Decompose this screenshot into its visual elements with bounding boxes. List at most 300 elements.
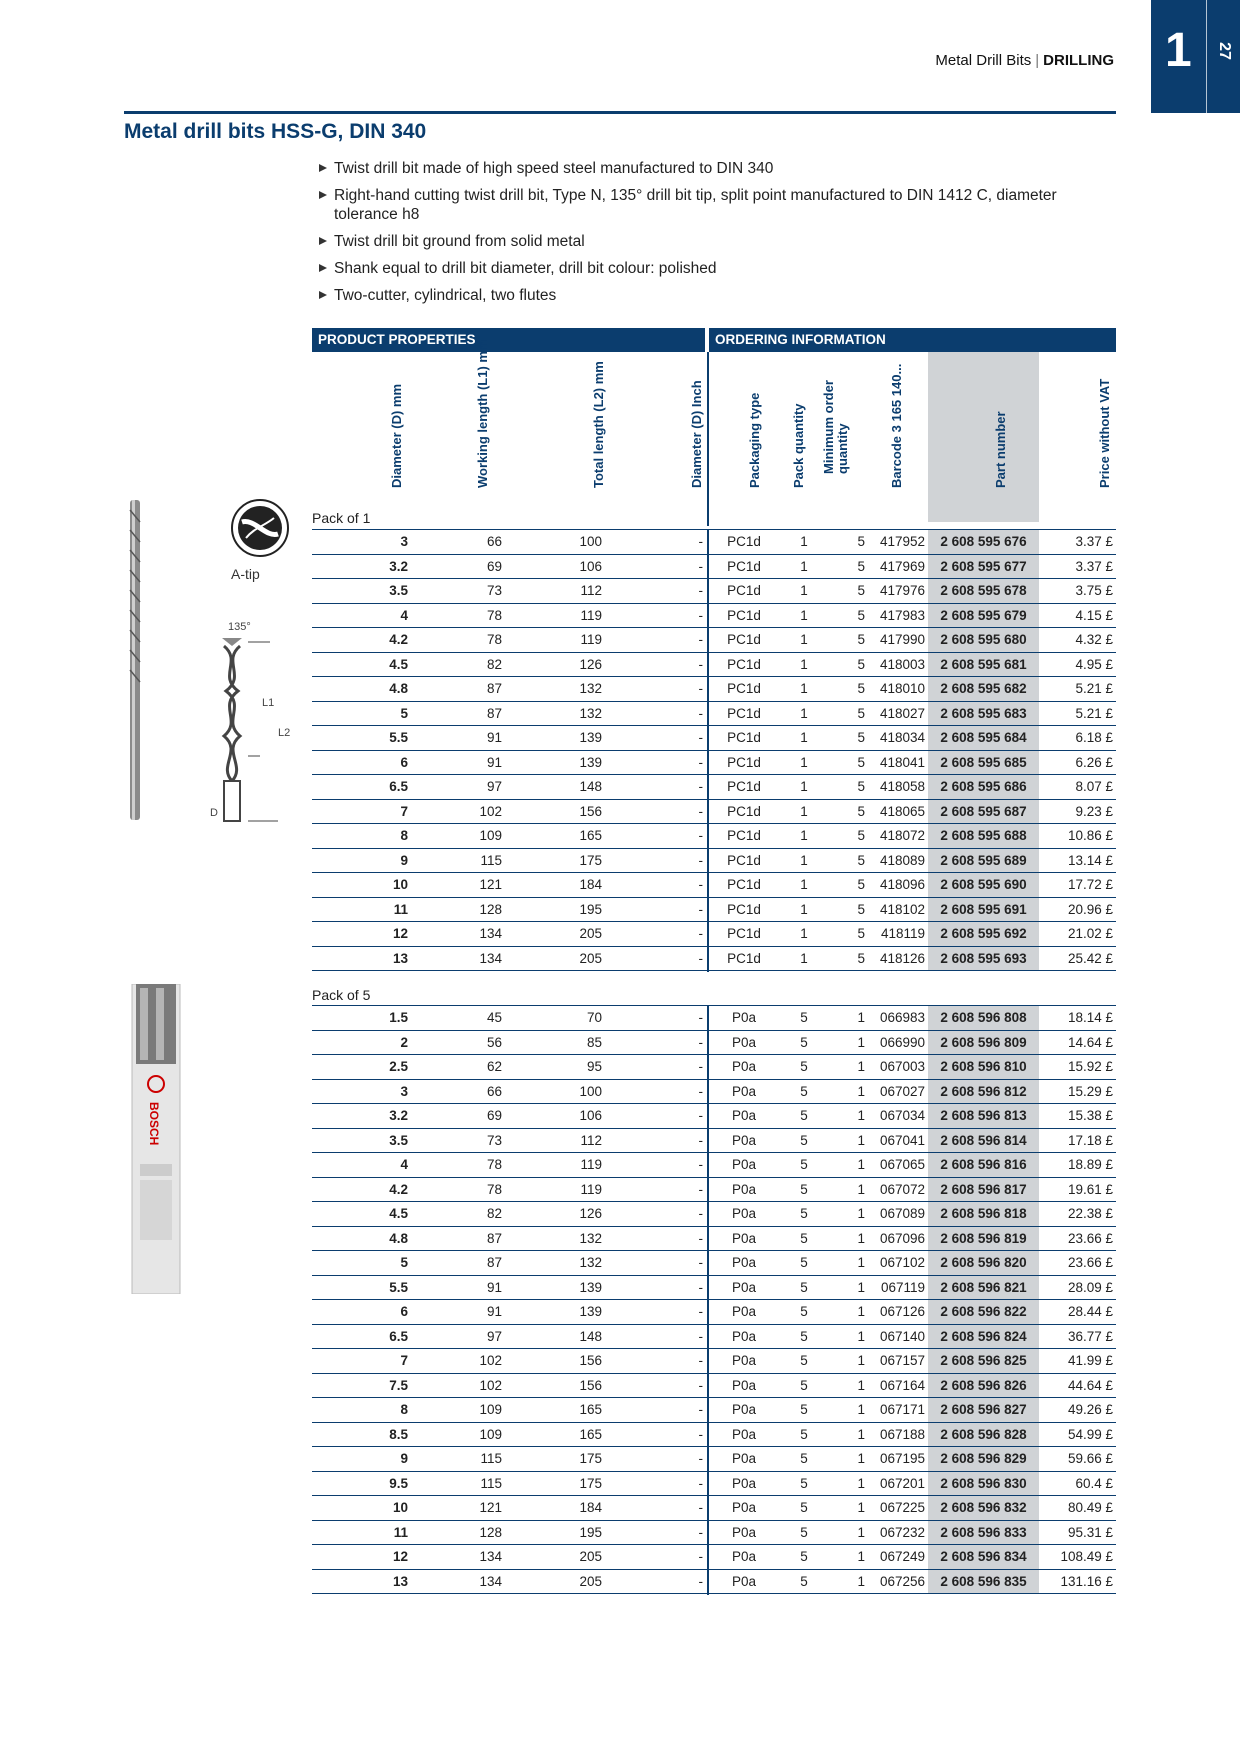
cell-packaging-type: P0a — [731, 1328, 757, 1344]
cell-diameter-inch: - — [698, 1059, 703, 1074]
cell-barcode: 418072 — [879, 828, 925, 843]
cell-diameter: 2 — [400, 1034, 408, 1050]
cell-diameter-inch: - — [698, 1304, 703, 1319]
cell-diameter-inch: - — [698, 1132, 703, 1148]
table-row — [312, 898, 1116, 923]
cell-packaging-type: PC1d — [727, 681, 761, 696]
cell-min-order: 5 — [857, 950, 865, 966]
table-body-pack-of-5 — [312, 1005, 1116, 1594]
cell-min-order: 1 — [857, 1451, 865, 1466]
cell-working-length: 134 — [479, 1573, 502, 1589]
cell-packaging-type: P0a — [731, 1279, 757, 1295]
cell-packaging-type: PC1d — [727, 583, 761, 598]
cell-pack-quantity: 1 — [800, 779, 808, 794]
cell-diameter: 3 — [400, 534, 408, 549]
cell-barcode: 067164 — [879, 1377, 925, 1393]
cell-min-order: 1 — [857, 1059, 865, 1074]
table-row — [312, 1178, 1116, 1203]
cell-barcode: 066990 — [879, 1034, 925, 1050]
col-packaging-type: Packaging type — [747, 392, 762, 488]
cell-pack-quantity: 5 — [800, 1328, 808, 1344]
table-row — [312, 1472, 1116, 1497]
cell-packaging-type: PC1d — [727, 607, 761, 623]
cell-barcode: 418041 — [879, 754, 925, 770]
cell-min-order: 5 — [857, 754, 865, 770]
cell-working-length: 121 — [479, 1500, 502, 1515]
diagram-d-label: D — [210, 807, 218, 819]
table-row — [312, 873, 1116, 898]
cell-packaging-type: PC1d — [727, 534, 761, 549]
cell-total-length: 175 — [579, 1451, 602, 1466]
cell-diameter-inch: - — [698, 681, 703, 696]
table-body-pack-of-1 — [312, 529, 1116, 971]
cell-packaging-type: PC1d — [727, 558, 761, 574]
table-row — [312, 1398, 1116, 1423]
cell-barcode: 067256 — [879, 1573, 925, 1589]
col-part-number: Part number — [993, 411, 1008, 488]
cell-part-number: 2 608 596 826 — [928, 1374, 1039, 1398]
cell-barcode: 067126 — [879, 1304, 925, 1319]
table-row — [312, 1521, 1116, 1546]
cell-total-length: 175 — [579, 1475, 602, 1491]
cell-price: 28.09 £ — [1067, 1279, 1113, 1295]
cell-working-length: 73 — [486, 1132, 502, 1148]
cell-min-order: 1 — [857, 1083, 865, 1099]
cell-pack-quantity: 1 — [800, 632, 808, 647]
cell-total-length: 119 — [580, 607, 602, 623]
table-row — [312, 1496, 1116, 1521]
cell-part-number: 2 608 596 812 — [928, 1080, 1039, 1104]
cell-part-number: 2 608 595 689 — [928, 849, 1039, 873]
cell-packaging-type: P0a — [731, 1059, 757, 1074]
cell-working-length: 109 — [479, 828, 502, 843]
cell-total-length: 112 — [580, 1132, 602, 1148]
cell-price: 10.86 £ — [1067, 828, 1113, 843]
cell-price: 25.42 £ — [1067, 950, 1113, 966]
cell-total-length: 184 — [579, 1500, 602, 1515]
cell-packaging-type: PC1d — [727, 632, 761, 647]
cell-total-length: 195 — [579, 901, 602, 917]
table-row — [312, 1055, 1116, 1080]
cell-packaging-type: P0a — [731, 1304, 757, 1319]
cell-working-length: 87 — [486, 681, 502, 696]
cell-total-length: 205 — [579, 1549, 602, 1564]
diagram-l1-label: L1 — [262, 697, 275, 709]
cell-working-length: 69 — [486, 1108, 502, 1123]
cell-packaging-type: P0a — [731, 1353, 757, 1368]
cell-min-order: 1 — [857, 1524, 865, 1540]
cell-diameter-inch: - — [698, 950, 703, 966]
cell-barcode: 067195 — [879, 1451, 925, 1466]
feature-item: Two-cutter, cylindrical, two flutes — [318, 286, 1098, 305]
table-row — [312, 653, 1116, 678]
col-working-length: Working length (L1) mm — [475, 339, 490, 488]
table-row — [312, 726, 1116, 751]
cell-diameter-inch: - — [698, 754, 703, 770]
table-row — [312, 1349, 1116, 1374]
header-title — [935, 52, 1114, 69]
cell-total-length: 132 — [579, 1255, 602, 1270]
cell-diameter: 7.5 — [389, 1377, 408, 1393]
cell-min-order: 1 — [857, 1206, 865, 1221]
table-row — [312, 922, 1116, 947]
cell-packaging-type: P0a — [731, 1255, 757, 1270]
group-label-pack-of-5: Pack of 5 — [312, 987, 371, 1003]
cell-barcode: 067249 — [879, 1549, 925, 1564]
table-row — [312, 604, 1116, 629]
cell-price: 17.18 £ — [1067, 1132, 1113, 1148]
cell-min-order: 1 — [857, 1034, 865, 1050]
cell-pack-quantity: 5 — [800, 1500, 808, 1515]
cell-price: 19.61 £ — [1067, 1181, 1113, 1197]
cell-diameter-inch: - — [698, 1083, 703, 1099]
cell-working-length: 91 — [486, 730, 502, 745]
cell-barcode: 067171 — [879, 1402, 925, 1417]
cell-barcode: 417969 — [879, 558, 925, 574]
cell-part-number: 2 608 596 820 — [928, 1251, 1039, 1275]
cell-price: 23.66 £ — [1067, 1230, 1113, 1246]
cell-min-order: 1 — [857, 1353, 865, 1368]
cell-diameter: 7 — [400, 1353, 408, 1368]
cell-packaging-type: P0a — [731, 1181, 757, 1197]
cell-total-length: 95 — [586, 1059, 602, 1074]
cell-min-order: 5 — [857, 926, 865, 941]
cell-packaging-type: PC1d — [727, 926, 761, 941]
cell-working-length: 102 — [479, 1377, 502, 1393]
cell-diameter-inch: - — [698, 828, 703, 843]
cell-part-number: 2 608 596 827 — [928, 1398, 1039, 1422]
cell-diameter: 7 — [400, 803, 408, 819]
cell-working-length: 128 — [479, 1524, 502, 1540]
cell-pack-quantity: 5 — [800, 1549, 808, 1564]
header-separator: | — [1035, 52, 1040, 69]
table-row — [312, 775, 1116, 800]
table-row — [312, 1104, 1116, 1129]
table-row — [312, 555, 1116, 580]
section-ordering-information: ORDERING INFORMATION — [709, 328, 1116, 352]
cell-diameter: 8 — [400, 828, 408, 843]
cell-min-order: 1 — [857, 1010, 865, 1025]
table-row — [312, 1570, 1116, 1595]
header-category: DRILLING — [1043, 52, 1114, 69]
cell-working-length: 91 — [486, 754, 502, 770]
cell-working-length: 109 — [479, 1402, 502, 1417]
cell-pack-quantity: 5 — [800, 1377, 808, 1393]
cell-diameter: 2.5 — [389, 1059, 408, 1074]
cell-pack-quantity: 1 — [800, 730, 808, 745]
cell-part-number: 2 608 596 808 — [928, 1006, 1039, 1030]
cell-part-number: 2 608 595 678 — [928, 579, 1039, 603]
cell-pack-quantity: 1 — [800, 656, 808, 672]
cell-diameter: 10 — [392, 1500, 408, 1515]
cell-packaging-type: P0a — [731, 1083, 757, 1099]
cell-min-order: 1 — [857, 1279, 865, 1295]
cell-barcode: 067041 — [879, 1132, 925, 1148]
cell-packaging-type: P0a — [731, 1402, 757, 1417]
cell-packaging-type: PC1d — [727, 901, 761, 917]
group-label-pack-of-1: Pack of 1 — [312, 510, 371, 526]
cell-price: 3.75 £ — [1075, 583, 1113, 598]
cell-diameter-inch: - — [698, 1475, 703, 1491]
cell-total-length: 175 — [579, 852, 602, 868]
feature-item: Shank equal to drill bit diameter, drill bit colour: polished — [318, 259, 1098, 278]
cell-diameter: 6 — [400, 1304, 408, 1319]
cell-total-length: 165 — [579, 1426, 602, 1442]
cell-part-number: 2 608 596 818 — [928, 1202, 1039, 1226]
cell-min-order: 5 — [857, 632, 865, 647]
cell-part-number: 2 608 596 809 — [928, 1031, 1039, 1055]
cell-price: 23.66 £ — [1067, 1255, 1113, 1270]
cell-working-length: 66 — [486, 1083, 502, 1099]
table-row — [312, 1129, 1116, 1154]
cell-total-length: 156 — [579, 1353, 602, 1368]
cell-total-length: 156 — [579, 803, 602, 819]
table-row — [312, 800, 1116, 825]
cell-pack-quantity: 5 — [800, 1157, 808, 1172]
cell-part-number: 2 608 595 683 — [928, 702, 1039, 726]
pack-brand-label: BOSCH — [147, 1102, 161, 1146]
cell-total-length: 139 — [579, 1304, 602, 1319]
cell-total-length: 205 — [579, 950, 602, 966]
cell-min-order: 5 — [857, 852, 865, 868]
cell-total-length: 165 — [579, 1402, 602, 1417]
cell-diameter: 11 — [393, 1524, 408, 1540]
cell-part-number: 2 608 596 828 — [928, 1423, 1039, 1447]
cell-min-order: 5 — [857, 583, 865, 598]
cell-part-number: 2 608 596 829 — [928, 1447, 1039, 1471]
cell-total-length: 195 — [579, 1524, 602, 1540]
cell-min-order: 5 — [857, 705, 865, 721]
cell-pack-quantity: 1 — [800, 901, 808, 917]
cell-working-length: 82 — [486, 656, 502, 672]
col-price: Price without VAT — [1097, 378, 1112, 488]
cell-barcode: 418096 — [879, 877, 925, 892]
cell-part-number: 2 608 596 816 — [928, 1153, 1039, 1177]
cell-price: 15.92 £ — [1067, 1059, 1113, 1074]
cell-diameter: 3.2 — [389, 558, 408, 574]
cell-total-length: 139 — [579, 730, 602, 745]
cell-diameter-inch: - — [698, 583, 703, 598]
cell-total-length: 132 — [579, 681, 602, 696]
cell-price: 3.37 £ — [1075, 558, 1113, 574]
cell-packaging-type: P0a — [731, 1451, 757, 1466]
cell-barcode: 418119 — [880, 926, 925, 941]
diagram-l2-label: L2 — [278, 727, 291, 739]
cell-working-length: 115 — [480, 852, 502, 868]
cell-part-number: 2 608 595 692 — [928, 922, 1039, 946]
cell-price: 28.44 £ — [1067, 1304, 1113, 1319]
cell-min-order: 1 — [857, 1108, 865, 1123]
cell-price: 20.96 £ — [1067, 901, 1113, 917]
cell-pack-quantity: 5 — [800, 1108, 808, 1123]
cell-barcode: 067072 — [879, 1181, 925, 1197]
cell-part-number: 2 608 596 819 — [928, 1227, 1039, 1251]
cell-min-order: 5 — [857, 828, 865, 843]
cell-barcode: 067157 — [879, 1353, 925, 1368]
a-tip-label: A-tip — [231, 566, 260, 582]
col-total-length: Total length (L2) mm — [591, 361, 606, 488]
cell-total-length: 132 — [579, 1230, 602, 1246]
cell-pack-quantity: 5 — [800, 1181, 808, 1197]
cell-total-length: 184 — [579, 877, 602, 892]
cell-diameter: 5.5 — [389, 730, 408, 745]
cell-barcode: 067119 — [880, 1279, 925, 1295]
cell-total-length: 85 — [586, 1034, 602, 1050]
cell-diameter: 5.5 — [389, 1279, 408, 1295]
cell-pack-quantity: 1 — [800, 705, 808, 721]
cell-diameter: 13 — [392, 950, 408, 966]
cell-packaging-type: P0a — [731, 1475, 757, 1491]
cell-part-number: 2 608 595 693 — [928, 947, 1039, 971]
cell-price: 21.02 £ — [1067, 926, 1113, 941]
page-title: Metal drill bits HSS-G, DIN 340 — [124, 120, 427, 143]
cell-diameter: 3 — [400, 1083, 408, 1099]
cell-packaging-type: PC1d — [727, 950, 761, 966]
cell-diameter: 9.5 — [389, 1475, 408, 1491]
cell-diameter-inch: - — [698, 1500, 703, 1515]
cell-price: 95.31 £ — [1067, 1524, 1113, 1540]
cell-diameter-inch: - — [698, 558, 703, 574]
cell-min-order: 1 — [857, 1255, 865, 1270]
cell-pack-quantity: 5 — [800, 1304, 808, 1319]
cell-diameter: 4.2 — [389, 1181, 408, 1197]
cell-diameter: 13 — [392, 1573, 408, 1589]
cell-min-order: 1 — [857, 1157, 865, 1172]
cell-price: 6.18 £ — [1075, 730, 1113, 745]
cell-pack-quantity: 1 — [800, 950, 808, 966]
cell-price: 8.07 £ — [1075, 779, 1113, 794]
cell-part-number: 2 608 595 679 — [928, 604, 1039, 628]
cell-working-length: 134 — [479, 926, 502, 941]
cell-part-number: 2 608 595 686 — [928, 775, 1039, 799]
cell-barcode: 067188 — [879, 1426, 925, 1442]
feature-list — [318, 159, 1098, 313]
cell-price: 4.32 £ — [1075, 632, 1113, 647]
drill-dimension-diagram — [208, 616, 298, 826]
cell-price: 22.38 £ — [1067, 1206, 1113, 1221]
cell-barcode: 067201 — [879, 1475, 925, 1491]
table-row — [312, 1325, 1116, 1350]
cell-diameter: 8 — [400, 1402, 408, 1417]
cell-price: 44.64 £ — [1067, 1377, 1113, 1393]
cell-min-order: 1 — [857, 1304, 865, 1319]
cell-packaging-type: PC1d — [727, 828, 761, 843]
cell-part-number: 2 608 596 824 — [928, 1325, 1039, 1349]
table-row — [312, 1005, 1116, 1031]
cell-min-order: 1 — [857, 1230, 865, 1246]
cell-packaging-type: PC1d — [727, 803, 761, 819]
cell-pack-quantity: 1 — [800, 828, 808, 843]
cell-packaging-type: P0a — [731, 1377, 757, 1393]
cell-diameter: 4.5 — [389, 1206, 408, 1221]
cell-diameter-inch: - — [698, 1377, 703, 1393]
pack-photo — [130, 984, 182, 1294]
cell-pack-quantity: 1 — [800, 754, 808, 770]
cell-min-order: 1 — [857, 1402, 865, 1417]
cell-total-length: 119 — [580, 1181, 602, 1197]
table-row — [312, 947, 1116, 972]
cell-diameter: 3.5 — [389, 1132, 408, 1148]
cell-diameter-inch: - — [698, 656, 703, 672]
cell-packaging-type: P0a — [731, 1573, 757, 1589]
cell-working-length: 121 — [479, 877, 502, 892]
cell-barcode: 067065 — [879, 1157, 925, 1172]
cell-price: 6.26 £ — [1075, 754, 1113, 770]
cell-price: 4.15 £ — [1075, 607, 1113, 623]
cell-min-order: 5 — [857, 607, 865, 623]
cell-barcode: 418126 — [879, 950, 925, 966]
table-row — [312, 1300, 1116, 1325]
cell-diameter-inch: - — [698, 1353, 703, 1368]
cell-pack-quantity: 5 — [800, 1059, 808, 1074]
cell-price: 18.89 £ — [1067, 1157, 1113, 1172]
cell-min-order: 5 — [857, 534, 865, 549]
cell-price: 60.4 £ — [1075, 1475, 1113, 1491]
cell-diameter: 6.5 — [389, 779, 408, 794]
cell-diameter: 5 — [400, 1255, 408, 1270]
cell-part-number: 2 608 596 813 — [928, 1104, 1039, 1128]
cell-price: 5.21 £ — [1075, 681, 1113, 696]
feature-item: Right-hand cutting twist drill bit, Type N, 135° drill bit tip, split point manufactured to DIN 1412 C, diameter tolerance h8 — [318, 186, 1098, 224]
cell-price: 59.66 £ — [1067, 1451, 1113, 1466]
cell-packaging-type: P0a — [731, 1206, 757, 1221]
section-product-properties: PRODUCT PROPERTIES — [312, 328, 705, 352]
cell-pack-quantity: 5 — [800, 1353, 808, 1368]
cell-working-length: 78 — [486, 1157, 502, 1172]
cell-total-length: 148 — [579, 1328, 602, 1344]
cell-barcode: 067102 — [879, 1255, 925, 1270]
cell-working-length: 45 — [486, 1010, 502, 1025]
cell-working-length: 66 — [486, 534, 502, 549]
cell-diameter: 12 — [392, 1549, 408, 1564]
cell-part-number: 2 608 595 681 — [928, 653, 1039, 677]
cell-diameter-inch: - — [698, 1034, 703, 1050]
table-row — [312, 529, 1116, 555]
cell-working-length: 91 — [486, 1304, 502, 1319]
col-barcode: Barcode 3 165 140... — [889, 363, 904, 488]
cell-total-length: 112 — [580, 583, 602, 598]
chapter-divider — [1206, 0, 1207, 113]
cell-diameter-inch: - — [698, 705, 703, 721]
cell-part-number: 2 608 595 676 — [928, 530, 1039, 554]
cell-barcode: 418027 — [879, 705, 925, 721]
cell-diameter: 6 — [400, 754, 408, 770]
cell-pack-quantity: 5 — [800, 1402, 808, 1417]
cell-total-length: 119 — [580, 1157, 602, 1172]
cell-packaging-type: P0a — [731, 1426, 757, 1442]
cell-diameter: 6.5 — [389, 1328, 408, 1344]
cell-part-number: 2 608 595 677 — [928, 555, 1039, 579]
cell-part-number: 2 608 596 835 — [928, 1570, 1039, 1594]
cell-pack-quantity: 5 — [800, 1206, 808, 1221]
table-row — [312, 677, 1116, 702]
cell-diameter-inch: - — [698, 1279, 703, 1295]
cell-packaging-type: PC1d — [727, 705, 761, 721]
cell-total-length: 139 — [579, 1279, 602, 1295]
cell-min-order: 5 — [857, 681, 865, 696]
cell-pack-quantity: 5 — [800, 1279, 808, 1295]
cell-pack-quantity: 5 — [800, 1524, 808, 1540]
cell-part-number: 2 608 596 830 — [928, 1472, 1039, 1496]
cell-diameter: 4.8 — [389, 1230, 408, 1246]
cell-pack-quantity: 1 — [800, 926, 808, 941]
cell-barcode: 418058 — [879, 779, 925, 794]
cell-working-length: 82 — [486, 1206, 502, 1221]
cell-part-number: 2 608 596 814 — [928, 1129, 1039, 1153]
drill-bit-photo — [125, 500, 145, 820]
cell-barcode: 067027 — [879, 1083, 925, 1099]
cell-price: 13.14 £ — [1067, 852, 1113, 868]
